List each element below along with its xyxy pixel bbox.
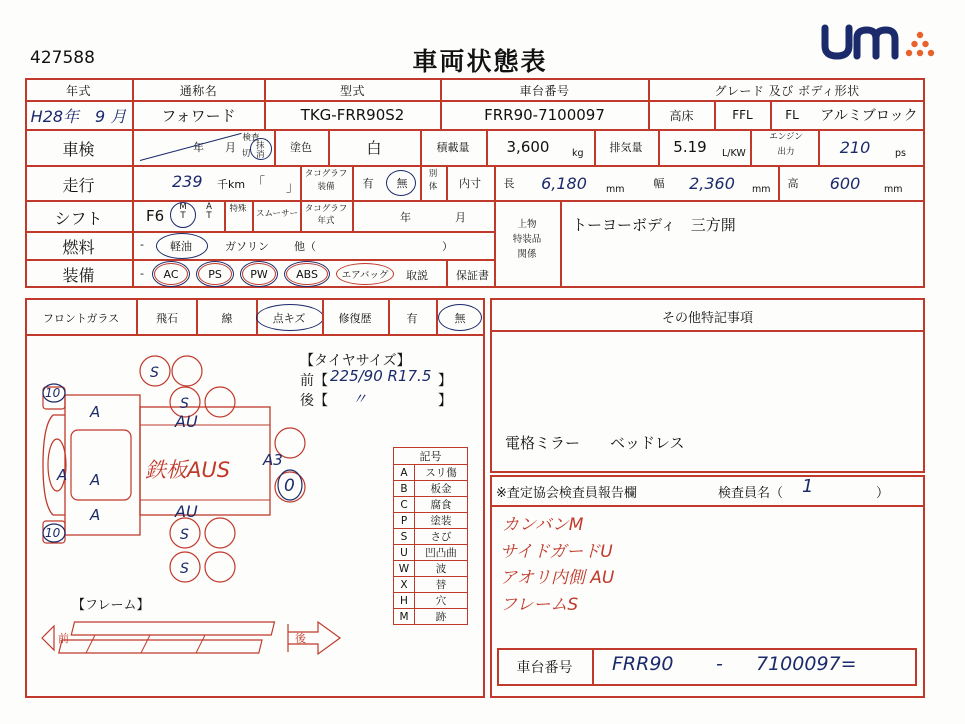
col-header-chassis: 車台番号 [519, 84, 570, 98]
inner-size-label: 内寸 [459, 177, 481, 190]
shift-value: F6 [146, 207, 165, 225]
shift-special-label: 特殊 [229, 204, 247, 214]
tacho-yes: 有 [362, 177, 374, 190]
output-value: 210 [839, 137, 871, 157]
tire-front-label: 前【 [300, 373, 328, 389]
length-label: 長 [503, 177, 515, 190]
value-grade-ffl: FFL [732, 108, 753, 122]
svg-text:S: S [180, 561, 189, 577]
divider [25, 334, 485, 336]
chassis-footer-value-left: FRR90 [612, 653, 674, 675]
inspector-name-value: 1 [802, 476, 814, 497]
paint-color-value: 白 [366, 138, 382, 157]
svg-text:0: 0 [284, 476, 295, 496]
tire-title: 【タイヤサイズ】 [300, 353, 411, 369]
svg-text:AU: AU [175, 502, 198, 521]
shift-tacho-label-1: タコグラフ [304, 204, 348, 214]
inspection-kirei-label: 切 [241, 149, 251, 159]
symbol-header: 記号 [394, 448, 468, 465]
chassis-footer-value-right: 7100097= [756, 653, 857, 675]
width-value: 2,360 [689, 173, 735, 193]
symbol-code: W [394, 561, 415, 577]
equip-pw[interactable]: PW [242, 263, 276, 285]
width-label: 幅 [653, 177, 665, 190]
symbol-code: S [394, 529, 415, 545]
tire-rear-label: 後【 [300, 393, 328, 409]
page-title: 車両状態表 [412, 47, 548, 76]
tacho-label-2: 装備 [317, 182, 335, 192]
paint-label: 塗色 [290, 141, 312, 154]
chassis-footer-dash: - [716, 653, 723, 675]
row-label-shift: シフト [54, 208, 103, 228]
divider [560, 200, 562, 288]
svg-text:AU: AU [175, 412, 198, 431]
engine-label: エンジン [769, 132, 803, 142]
inspection-year-label: 年 [193, 141, 204, 154]
symbol-desc: 腐食 [415, 497, 468, 513]
symbol-desc: 跡 [415, 609, 468, 625]
symbol-desc: 波 [415, 561, 468, 577]
load-label: 積載量 [436, 141, 470, 154]
displacement-unit: L/KW [722, 148, 746, 159]
shift-mt-label: M T [179, 202, 187, 221]
symbol-desc: スリ傷 [415, 465, 468, 481]
output-label: 出力 [777, 147, 795, 157]
remarks-value: 電格ミラー ベッドレス [505, 434, 685, 452]
inspector-note-2: サイドガードU [500, 542, 613, 562]
svg-text:後: 後 [295, 632, 306, 645]
symbol-code: M [394, 609, 415, 625]
divider [352, 200, 354, 231]
symbol-code: B [394, 481, 415, 497]
symbol-desc: 凹凸曲 [415, 545, 468, 561]
glass-item-chip[interactable]: 点キズ [272, 312, 306, 325]
repair-yes[interactable]: 有 [406, 312, 418, 325]
shift-year-label: 年 [400, 211, 411, 224]
divider [25, 165, 925, 167]
value-grade-fl: FL [785, 108, 799, 122]
frame-title: 【フレーム】 [72, 598, 150, 613]
cargo-value: トーヨーボディ 三方開 [572, 216, 736, 234]
equipment-dash: - [140, 267, 144, 280]
symbol-desc: 板金 [415, 481, 468, 497]
mileage-unit: 千km [217, 178, 246, 191]
symbol-legend-table [393, 447, 468, 625]
tacho-no: 無 [396, 177, 408, 190]
symbol-code: X [394, 577, 415, 593]
repair-history-label: 修復歴 [338, 312, 372, 325]
value-year: H28年 9 月 [30, 106, 127, 126]
glass-item-line[interactable]: 線 [221, 312, 233, 325]
divider [490, 505, 925, 507]
svg-text:A: A [90, 403, 101, 421]
divider [25, 200, 925, 202]
divider [592, 648, 594, 686]
cargo-label-2: 特装品 [512, 234, 542, 245]
mileage-bracket-right: 」 [286, 180, 300, 195]
glass-label: フロントガラス [42, 312, 120, 325]
col-header-year: 年式 [65, 84, 91, 98]
load-value: 3,600 [506, 138, 550, 156]
chassis-footer-label: 車台番号 [516, 660, 573, 676]
height-value: 600 [829, 173, 861, 193]
symbol-code: U [394, 545, 415, 561]
value-name: フォワード [161, 106, 236, 125]
frame-diagram [40, 608, 360, 668]
svg-text:A3: A3 [263, 451, 283, 469]
inspector-name-close: ） [876, 486, 890, 501]
symbol-code: H [394, 593, 415, 609]
symbol-code: P [394, 513, 415, 529]
col-header-name: 通称名 [179, 84, 218, 98]
length-unit: mm [606, 184, 625, 195]
row-label-fuel: 燃料 [62, 237, 95, 257]
value-body: アルミブロック [820, 108, 918, 124]
svg-text:S: S [180, 396, 189, 412]
shift-at-label: A T [206, 202, 212, 221]
shift-mt-circle-mark [170, 202, 196, 228]
fuel-gasoline: ガソリン [225, 240, 269, 253]
inspector-name-label: 検査員名（ [718, 486, 784, 501]
truck-diagram [35, 355, 325, 590]
equip-ps[interactable]: PS [198, 263, 232, 285]
betsu-label-1: 別 [428, 169, 438, 179]
equip-manual: 取説 [406, 269, 428, 282]
cargo-label-1: 上物 [517, 219, 537, 230]
svg-text:A: A [90, 506, 101, 524]
shift-tacho-label-2: 年式 [317, 216, 335, 226]
um-logo [817, 22, 947, 64]
equip-abs[interactable]: ABS [286, 263, 328, 285]
col-header-model: 型式 [339, 84, 365, 98]
inspection-masshou-label: 抹消 [256, 141, 265, 160]
output-unit: ps [895, 148, 906, 159]
inspector-note-3: アオリ内側 AU [500, 568, 615, 588]
row-label-inspection: 車検 [62, 139, 95, 159]
masshou-circle-mark [250, 138, 272, 160]
shift-month-label: 月 [455, 211, 466, 224]
fuel-other-close: ） [442, 240, 453, 253]
length-value: 6,180 [541, 173, 587, 193]
height-label: 高 [787, 177, 799, 190]
inspector-note-1: カンバンM [502, 515, 584, 535]
document-number: 427588 [30, 48, 95, 68]
tacho-label-1: タコグラフ [304, 169, 348, 179]
tire-front-close: 】 [438, 373, 452, 389]
svg-text:S: S [150, 365, 159, 381]
value-grade-left: 高床 [669, 108, 694, 123]
svg-text:鉄板AUS: 鉄板AUS [145, 458, 231, 482]
cargo-label-3: 関係 [517, 249, 537, 260]
fuel-diesel: 軽油 [170, 240, 192, 253]
svg-text:A: A [90, 471, 101, 489]
fuel-other-label: 他（ [294, 240, 316, 253]
width-unit: mm [752, 184, 771, 195]
equip-airbag[interactable]: エアバッグ [336, 263, 394, 285]
inspection-month-label: 月 [225, 141, 236, 154]
load-unit: kg [572, 148, 584, 159]
tire-front-value: 225/90 R17.5 [330, 367, 432, 385]
svg-text:A: A [57, 466, 68, 484]
svg-text:10: 10 [45, 386, 61, 400]
equip-ac[interactable]: AC [154, 263, 188, 285]
shift-smoother-label: スムーサー [255, 209, 299, 219]
tire-rear-close: 】 [438, 393, 452, 409]
inspector-note-4: フレームS [500, 595, 579, 615]
divider [132, 129, 134, 288]
symbol-code: A [394, 465, 415, 481]
divider [750, 129, 752, 165]
fuel-dash: - [140, 238, 144, 251]
betsu-label-2: 体 [428, 182, 438, 192]
svg-text:S: S [180, 527, 189, 543]
mileage-bracket-left: 「 [252, 176, 266, 191]
col-header-grade-body: グレード 及び ボディ形状 [714, 84, 860, 98]
displacement-value: 5.19 [673, 138, 707, 156]
row-label-mileage: 走行 [62, 175, 95, 195]
symbol-desc: 穴 [415, 593, 468, 609]
symbol-desc: 塗装 [415, 513, 468, 529]
divider [25, 129, 925, 131]
svg-text:前: 前 [58, 632, 69, 645]
glass-item-stone[interactable]: 飛石 [156, 312, 178, 325]
inspector-title: ※査定協会検査員報告欄 [496, 486, 637, 501]
inspection-kensa-label: 検査 [242, 133, 260, 143]
equip-warranty: 保証書 [456, 269, 489, 282]
remarks-title: その他特記事項 [661, 310, 753, 326]
symbol-desc: 替 [415, 577, 468, 593]
symbol-desc: さび [415, 529, 468, 545]
mileage-value: 239 [172, 172, 203, 191]
symbol-code: C [394, 497, 415, 513]
divider [490, 330, 925, 332]
value-chassis: FRR90-7100097 [484, 106, 605, 124]
svg-text:10: 10 [45, 526, 61, 540]
tire-rear-value: 〃 [352, 390, 368, 408]
displacement-label: 排気量 [609, 141, 643, 154]
height-unit: mm [884, 184, 903, 195]
tacho-no-circle-mark [386, 170, 416, 196]
row-label-equipment: 装備 [62, 265, 95, 285]
divider [446, 259, 448, 288]
divider [25, 100, 925, 102]
value-model: TKG-FRR90S2 [300, 106, 405, 124]
repair-no[interactable]: 無 [454, 312, 466, 325]
